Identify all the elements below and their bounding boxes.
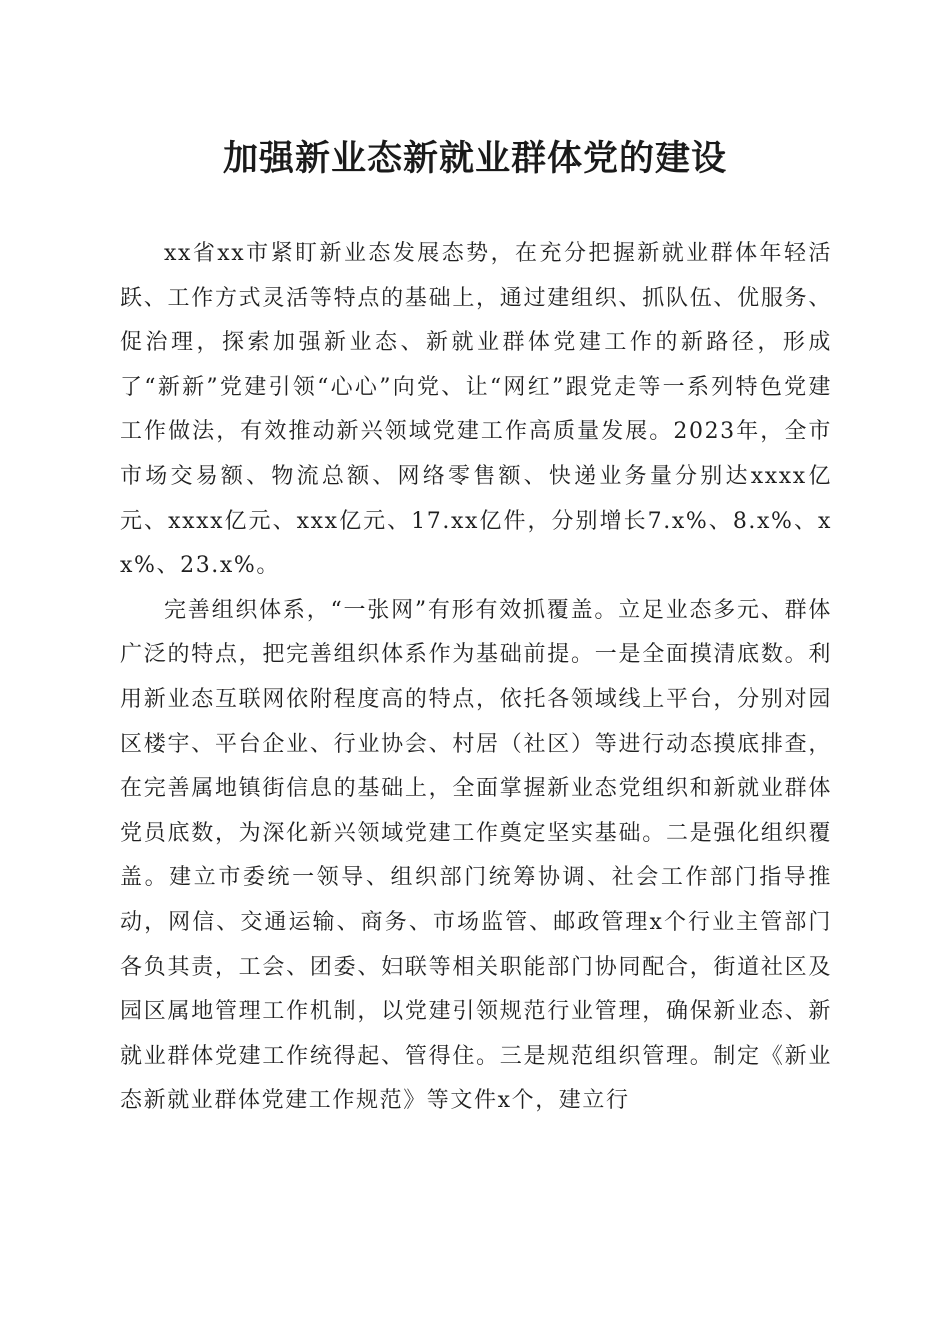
- document-body: [120, 232, 832, 1124]
- paragraph-intro: xx省xx市紧盯新业态发展态势，在充分把握新就业群体年轻活跃、工作方式灵活等特点的基础上，通过建组织、抓队伍、优服务、促治理，探索加强新业态、新就业群体党建工作的新路径，形成了“新新”党建引领“心心”向党、让“网红”跟党走等一系列特色党建工作做法，有效推动新兴领域党建工作高质量发展。2023年，全市市场交易额、物流总额、网络零售额、快递业务量分别达xxxx亿元、xxxx亿元、xxx亿元、17.xx亿件，分别增长7.x%、8.x%、xx%、23.x%。: [120, 241, 832, 579]
- paragraph-organization-system: 完善组织体系，“一张网”有形有效抓覆盖。立足业态多元、群体广泛的特点，把完善组织体系作为基础前提。一是全面摸清底数。利用新业态互联网依附程度高的特点，依托各领域线上平台，分别对园区楼宇、平台企业、行业协会、村居（社区）等进行动态摸底排查，在完善属地镇街信息的基础上，全面掌握新业态党组织和新就业群体党员底数，为深化新兴领域党建工作奠定坚实基础。二是强化组织覆盖。建立市委统一领导、组织部门统筹协调、社会工作部门指导推动，网信、交通运输、商务、市场监管、邮政管理x个行业主管部门各负其责，工会、团委、妇联等相关职能部门协同配合，街道社区及园区属地管理工作机制，以党建引领规范行业管理，确保新业态、新就业群体党建工作统得起、管得住。三是规范组织管理。制定《新业态新就业群体党建工作规范》等文件x个，建立行: [120, 597, 832, 1114]
- document-title: 加强新业态新就业群体党的建设: [222, 138, 727, 179]
